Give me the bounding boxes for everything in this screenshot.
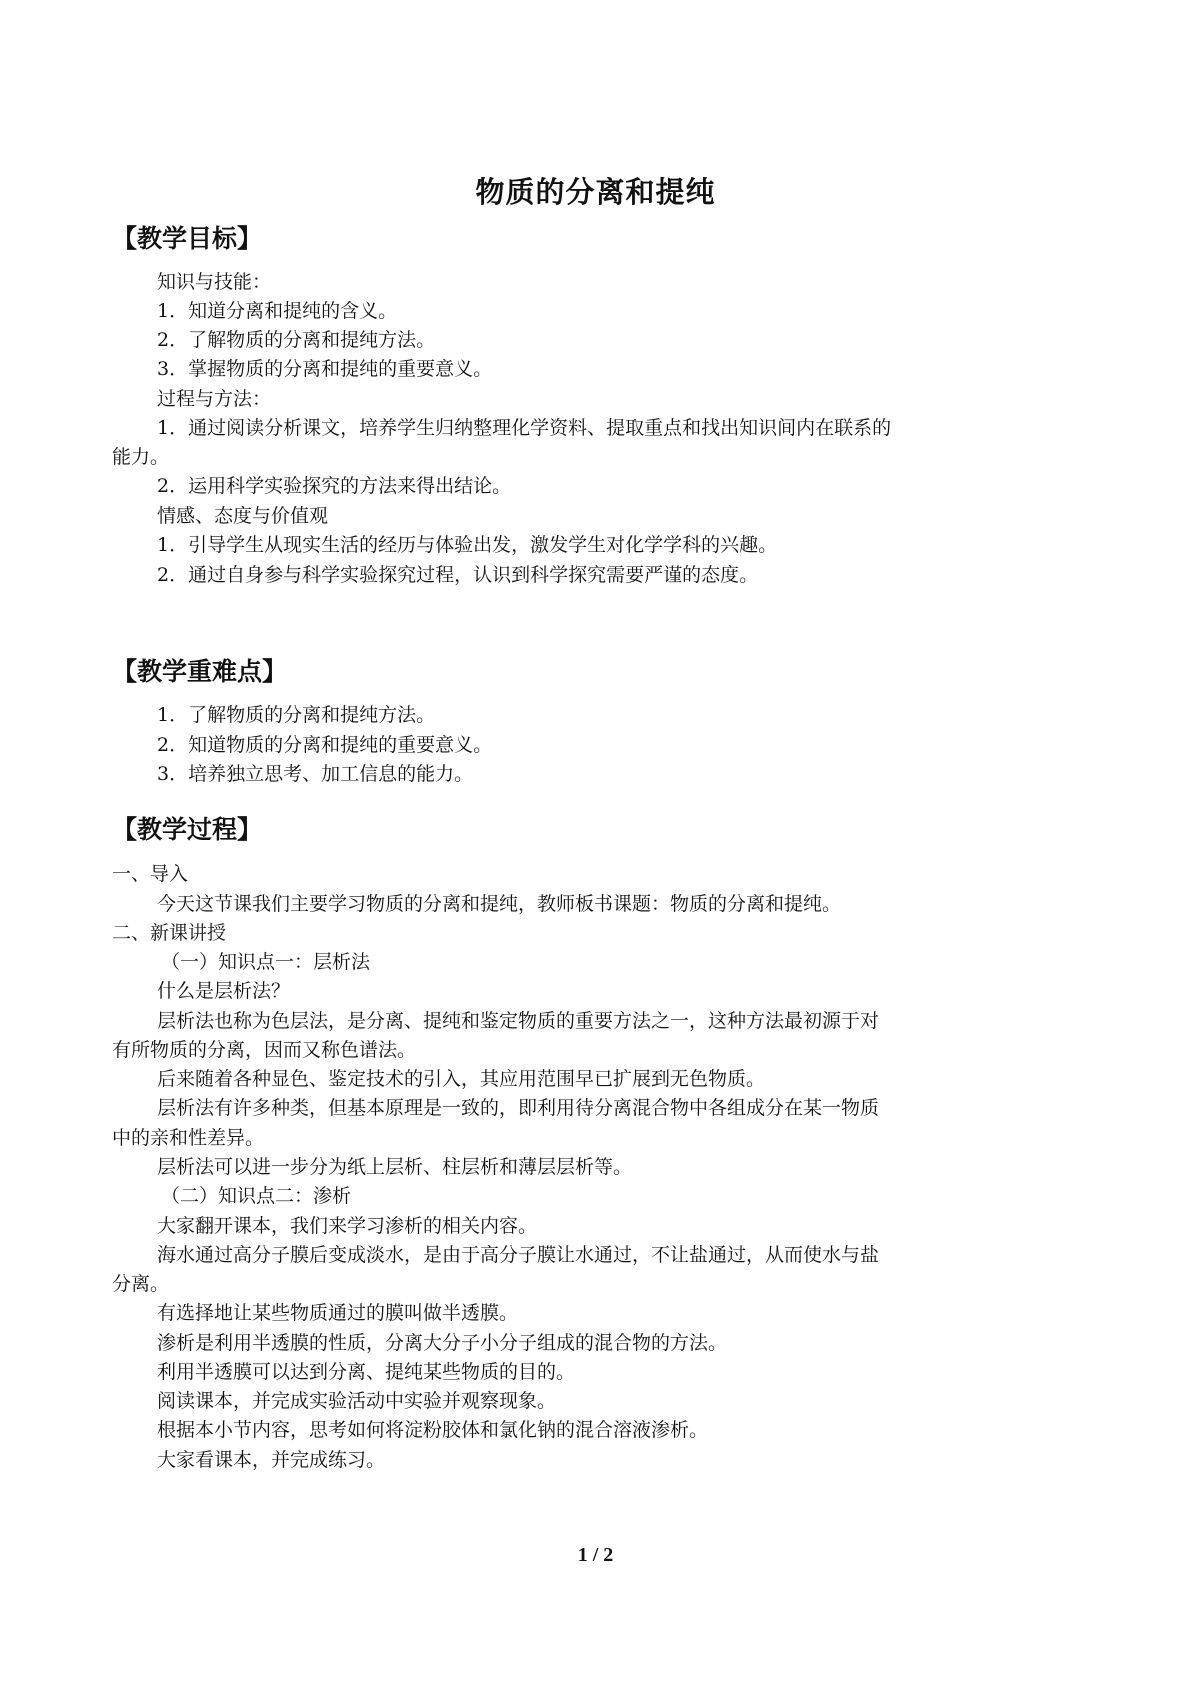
paragraph-line: 中的亲和性差异。 <box>112 1127 265 1149</box>
paragraph-line: 能力。 <box>112 446 170 468</box>
paragraph-line: 层析法也称为色层法，是分离、提纯和鉴定物质的重要方法之一，这种方法最初源于对 <box>157 1010 880 1032</box>
paragraph-line: 3．培养独立思考、加工信息的能力。 <box>157 763 474 785</box>
document-title: 物质的分离和提纯 <box>475 175 716 209</box>
paragraph-line: 一、导入 <box>112 863 189 885</box>
paragraph-line: 2．通过自身参与科学实验探究过程，认识到科学探究需要严谨的态度。 <box>157 564 759 586</box>
paragraph-line: 大家看课本，并完成练习。 <box>157 1449 386 1471</box>
paragraph-line: 2．运用科学实验探究的方法来得出结论。 <box>157 475 512 497</box>
paragraph-line: 有所物质的分离，因而又称色谱法。 <box>112 1039 417 1061</box>
paragraph-line: 阅读课本，并完成实验活动中实验并观察现象。 <box>157 1390 557 1412</box>
paragraph-line: （一）知识点一：层析法 <box>161 951 371 973</box>
paragraph-line: 层析法可以进一步分为纸上层析、柱层析和薄层层析等。 <box>157 1156 633 1178</box>
section-heading-objectives: 【教学目标】 <box>112 224 263 253</box>
paragraph-line: 渗析是利用半透膜的性质，分离大分子小分子组成的混合物的方法。 <box>157 1332 728 1354</box>
paragraph-line: 根据本小节内容，思考如何将淀粉胶体和氯化钠的混合溶液渗析。 <box>157 1419 709 1441</box>
paragraph-line: 有选择地让某些物质通过的膜叫做半透膜。 <box>157 1302 519 1324</box>
paragraph-line: 利用半透膜可以达到分离、提纯某些物质的目的。 <box>157 1361 576 1383</box>
paragraph-line: 大家翻开课本，我们来学习渗析的相关内容。 <box>157 1215 538 1237</box>
paragraph-line: 过程与方法： <box>157 388 272 410</box>
paragraph-line: 知识与技能： <box>157 271 272 293</box>
paragraph-line: 分离。 <box>112 1273 170 1295</box>
paragraph-line: 海水通过高分子膜后变成淡水，是由于高分子膜让水通过，不让盐通过，从而使水与盐 <box>157 1244 880 1266</box>
paragraph-line: 3．掌握物质的分离和提纯的重要意义。 <box>157 358 493 380</box>
paragraph-line: 什么是层析法？ <box>157 980 291 1002</box>
paragraph-line: 1．知道分离和提纯的含义。 <box>157 300 398 322</box>
paragraph-line: 1．通过阅读分析课文，培养学生归纳整理化学资料、提取重点和找出知识间内在联系的 <box>157 417 892 439</box>
paragraph-line: 层析法有许多种类，但基本原理是一致的，即利用待分离混合物中各组成分在某一物质 <box>157 1097 880 1119</box>
section-heading-process: 【教学过程】 <box>112 815 263 844</box>
paragraph-line: （二）知识点二：渗析 <box>161 1185 352 1207</box>
paragraph-line: 今天这节课我们主要学习物质的分离和提纯，教师板书课题：物质的分离和提纯。 <box>157 893 842 915</box>
paragraph-line: 二、新课讲授 <box>112 922 227 944</box>
paragraph-line: 2．了解物质的分离和提纯方法。 <box>157 329 436 351</box>
paragraph-line: 1．引导学生从现实生活的经历与体验出发，激发学生对化学学科的兴趣。 <box>157 534 778 556</box>
section-heading-key-points: 【教学重难点】 <box>112 657 288 686</box>
paragraph-line: 2．知道物质的分离和提纯的重要意义。 <box>157 734 493 756</box>
paragraph-line: 后来随着各种显色、鉴定技术的引入，其应用范围早已扩展到无色物质。 <box>157 1068 766 1090</box>
paragraph-line: 1．了解物质的分离和提纯方法。 <box>157 704 436 726</box>
page-number: 1 / 2 <box>577 1544 614 1566</box>
paragraph-line: 情感、态度与价值观 <box>157 505 329 527</box>
